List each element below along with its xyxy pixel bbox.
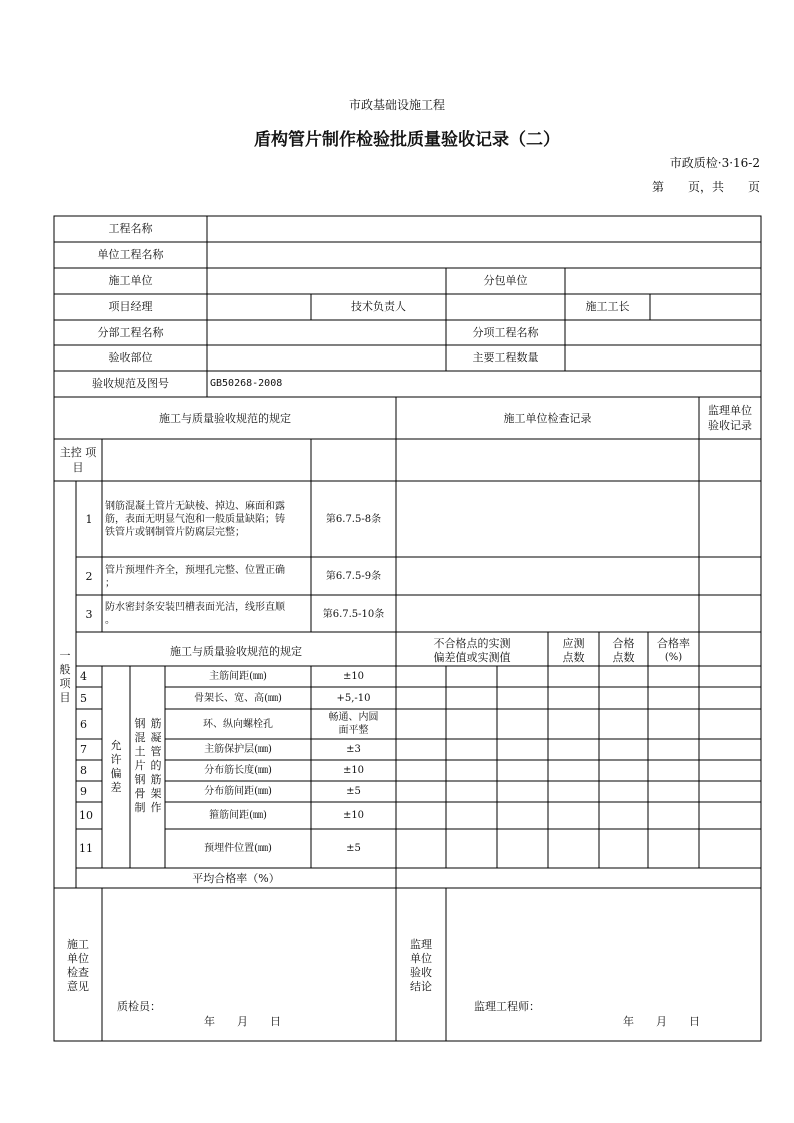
label-char: 差	[110, 781, 122, 794]
item-text-line: 。	[105, 615, 115, 626]
contractor-opinion-label	[54, 938, 102, 994]
project-category: 市政基础设施工程	[348, 98, 445, 112]
item-tolerance: ±5	[346, 843, 361, 854]
label-char: 检查	[67, 966, 89, 979]
label-char: 施工	[67, 938, 89, 951]
pass-header-line2: 点数	[612, 651, 635, 664]
item-number: 4	[80, 670, 87, 683]
supervising-engineer-label: 监理工程师：	[474, 1000, 540, 1013]
item-tolerance-line1: 畅通、内圆	[328, 712, 379, 723]
label-char: 验收	[410, 966, 432, 979]
deviation-header-line1: 不合格点的实测	[433, 637, 511, 650]
item-number: 8	[80, 764, 87, 777]
main-control-label-line2: 目	[72, 461, 84, 474]
quantity-label: 主要工程数量	[472, 351, 539, 364]
item-tolerance: ±10	[342, 671, 365, 682]
item-reference: 第6.7.5-10条	[322, 609, 385, 620]
rate-header-line2: (%)	[664, 652, 683, 663]
label-char: 的	[150, 759, 162, 772]
subcontractor-label: 分包单位	[483, 274, 528, 287]
label-char: 目	[59, 691, 71, 704]
label-char: 一	[59, 649, 71, 662]
label-char: 管	[150, 745, 162, 758]
item-name: 预埋件位置(㎜)	[204, 843, 272, 854]
item-name: 主筋间距(㎜)	[209, 671, 267, 682]
item-name: 环、纵向螺栓孔	[203, 719, 273, 730]
group-label-col2	[147, 717, 165, 815]
label-char: 作	[150, 801, 162, 814]
item-number: 3	[85, 608, 93, 621]
label-char: 单位	[67, 952, 89, 965]
label-char: 意见	[67, 980, 89, 993]
label-char: 筋	[150, 717, 162, 730]
item-tolerance-line2: 面平整	[338, 725, 369, 736]
item-number: 1	[85, 513, 93, 526]
page-number: 第 页，共 页	[651, 180, 760, 194]
item-text-line: 管片预埋件齐全，预埋孔完整、位置正确	[105, 565, 285, 576]
spec-header: 施工与质量验收规范的规定	[159, 412, 291, 425]
label-char: 土	[134, 745, 146, 758]
rate-header-line1: 合格率	[657, 637, 690, 650]
sub-project-label: 分部工程名称	[97, 326, 164, 339]
label-char: 骨	[134, 787, 146, 800]
inspector-label: 质检员：	[117, 1000, 161, 1013]
label-char: 制	[134, 801, 146, 814]
label-char: 偏	[110, 767, 122, 780]
item-text-line: 筋，表面无明显气泡和一般质量缺陷；铸	[105, 514, 285, 525]
measured-header-line1: 应测	[562, 637, 585, 650]
supervisor-conclusion-label	[396, 938, 446, 994]
item-project-label: 分项工程名称	[472, 326, 539, 339]
item-name: 分布筋长度(㎜)	[204, 765, 272, 776]
tech-lead-label: 技术负责人	[351, 300, 406, 313]
label-char: 结论	[410, 980, 432, 993]
standard-label: 验收规范及图号	[92, 377, 169, 390]
item-text-line: 防水密封条安装凹槽表面光洁，线形直顺	[105, 602, 285, 613]
general-items-label	[54, 649, 76, 705]
item-number: 7	[80, 743, 87, 756]
item-name: 骨架长、宽、高(㎜)	[194, 693, 282, 704]
item-text-line: 钢筋混凝土管片无缺棱、掉边、麻面和露	[105, 501, 285, 512]
location-label: 验收部位	[108, 351, 153, 364]
average-pass-rate-label: 平均合格率（%）	[192, 872, 280, 885]
item-tolerance: +5,-10	[336, 693, 371, 704]
label-char: 钢	[134, 773, 146, 786]
label-char: 般	[59, 663, 71, 676]
item-number: 2	[85, 570, 93, 583]
pass-header-line1: 合格	[612, 637, 635, 650]
item-reference: 第6.7.5-8条	[325, 514, 382, 525]
label-char: 混	[134, 731, 146, 744]
standard-value: GB50268-2008	[210, 378, 283, 389]
main-control-label-line1: 主控 项	[59, 446, 97, 459]
label-char: 许	[110, 753, 122, 766]
item-tolerance: ±10	[342, 810, 365, 821]
item-name: 主筋保护层(㎜)	[204, 744, 272, 755]
foreman-label: 施工工长	[585, 300, 630, 313]
page-title: 盾构管片制作检验批质量验收记录（二）	[254, 130, 560, 150]
item-text-line: 铁管片或钢制管片防腐层完整；	[105, 527, 245, 538]
item-text-line: ；	[105, 578, 115, 589]
general-spec-header: 施工与质量验收规范的规定	[170, 645, 302, 658]
item-tolerance: ±5	[346, 786, 361, 797]
deviation-header-line2: 偏差值或实测值	[433, 651, 511, 664]
item-tolerance: ±3	[346, 744, 361, 755]
item-name: 分布筋间距(㎜)	[204, 786, 272, 797]
project-name-label: 工程名称	[108, 222, 153, 235]
pm-label: 项目经理	[108, 300, 153, 313]
item-number: 10	[79, 809, 93, 822]
item-name: 箍筋间距(㎜)	[209, 810, 267, 821]
supervisor-header-line1: 监理单位	[708, 404, 752, 417]
label-char: 片	[134, 759, 146, 772]
label-char: 钢	[134, 717, 146, 730]
item-number: 6	[80, 718, 87, 731]
supervisor-date: 年 月 日	[623, 1015, 700, 1028]
label-char: 项	[59, 677, 71, 690]
item-number: 11	[79, 842, 93, 855]
form-code: 市政质检·3·16-2	[669, 156, 760, 170]
label-char: 允	[110, 739, 122, 752]
item-reference: 第6.7.5-9条	[325, 571, 382, 582]
label-char: 监理	[410, 938, 432, 951]
unit-project-label: 单位工程名称	[97, 248, 164, 261]
label-char: 架	[150, 787, 162, 800]
label-char: 凝	[150, 731, 162, 744]
item-tolerance: ±10	[342, 765, 365, 776]
label-char: 单位	[410, 952, 432, 965]
item-number: 9	[80, 785, 87, 798]
measured-header-line2: 点数	[562, 651, 585, 664]
supervisor-header-line2: 验收记录	[708, 419, 752, 432]
contractor-record-header: 施工单位检查记录	[503, 412, 592, 425]
contractor-label: 施工单位	[108, 274, 153, 287]
item-number: 5	[80, 692, 87, 705]
contractor-date: 年 月 日	[204, 1015, 281, 1028]
allowed-deviation-label	[102, 739, 130, 795]
label-char: 筋	[150, 773, 162, 786]
